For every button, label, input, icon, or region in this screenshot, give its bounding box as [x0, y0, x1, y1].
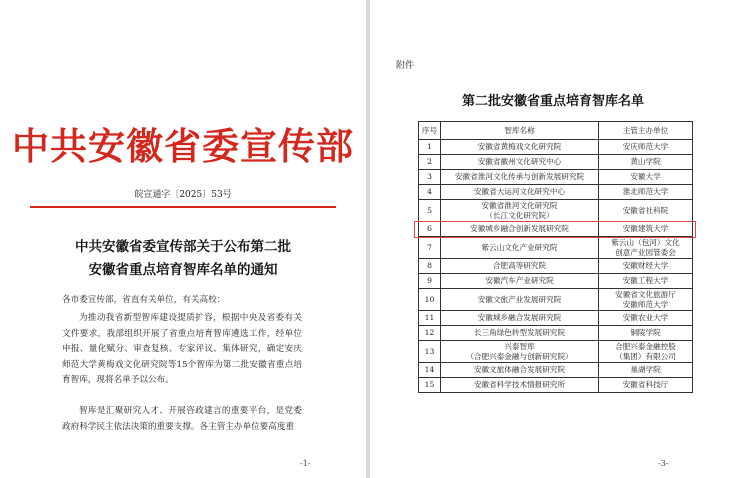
row-think-tank-name: 安徽省淮河文化传承与创新发展研究院	[441, 170, 599, 185]
attachment-label: 附件	[396, 61, 415, 71]
table-row	[419, 259, 693, 274]
table-row	[419, 274, 693, 289]
table-row	[419, 289, 693, 311]
row-supervising-unit: 紫云山（包河）文化 创意产业园管委会	[599, 237, 693, 259]
row-think-tank-name: 兴泰智库 （合肥兴泰金融与创新研究院）	[441, 341, 599, 363]
table-row	[419, 155, 693, 170]
row-supervising-unit: 安徽工程大学	[599, 274, 693, 289]
row-supervising-unit: 安徽省社科院	[599, 200, 693, 222]
row-supervising-unit: 安徽财经大学	[599, 259, 693, 274]
issuer-red-title: 中共安徽省委宣传部	[12, 125, 354, 168]
row-number: 15	[419, 378, 441, 393]
row-think-tank-name: 安徽文旅体融合发展研究院	[441, 363, 599, 378]
think-tank-table	[418, 121, 693, 393]
row-think-tank-name: 安徽文旅产业发展研究院	[441, 289, 599, 311]
row-number: 6	[419, 222, 441, 237]
row-supervising-unit: 安徽大学	[599, 170, 693, 185]
row-think-tank-name: 安徽汽车产业研究院	[441, 274, 599, 289]
notice-title-line-2: 安徽省重点培育智库名单的通知	[88, 262, 278, 278]
body-paragraph-1: 为推动我省新型智库建设提质扩容，根据中央及省委有关文件要求，我部组织开展了省重点培育智库遴选工作，经单位申报、量化赋分、审查复核、专家评议、集体研究，确定安庆师范大学黄梅戏文化研究院等15个智库为第二批安徽省重点培育智库，现将名单予以公布。	[62, 313, 302, 385]
row-think-tank-name: 安徽省徽州文化研究中心	[441, 155, 599, 170]
right-page	[370, 0, 736, 478]
table-row	[419, 311, 693, 326]
table-row	[419, 341, 693, 363]
row-number: 14	[419, 363, 441, 378]
document-number: 皖宣通字〔2025〕53号	[134, 190, 232, 200]
row-supervising-unit: 合肥兴泰金融控股 （集团）有限公司	[599, 341, 693, 363]
row-supervising-unit: 安徽省科技厅	[599, 378, 693, 393]
left-page	[0, 0, 366, 478]
salutation: 各市委宣传部，省直有关单位，有关高校：	[62, 295, 226, 305]
row-think-tank-name: 安徽省黄梅戏文化研究院	[441, 140, 599, 155]
row-think-tank-name: 安徽省大运河文化研究中心	[441, 185, 599, 200]
page-number-right: -3-	[658, 459, 669, 468]
row-number: 13	[419, 341, 441, 363]
row-think-tank-name: 安徽省科学技术情报研究所	[441, 378, 599, 393]
row-supervising-unit: 安徽省文化旅游厅 安徽师范大学	[599, 289, 693, 311]
row-supervising-unit: 淮北师范大学	[599, 185, 693, 200]
row-number: 4	[419, 185, 441, 200]
table-row	[419, 222, 693, 237]
notice-title-line-1: 中共安徽省委宣传部关于公布第二批	[75, 239, 291, 255]
table-row	[419, 378, 693, 393]
row-supervising-unit: 巢湖学院	[599, 363, 693, 378]
think-tank-table-wrap	[418, 121, 692, 393]
row-number: 9	[419, 274, 441, 289]
row-supervising-unit: 黄山学院	[599, 155, 693, 170]
row-number: 7	[419, 237, 441, 259]
table-row	[419, 237, 693, 259]
row-number: 5	[419, 200, 441, 222]
row-number: 10	[419, 289, 441, 311]
row-think-tank-name: 安徽省淮河文化研究院 （长江文化研究院）	[441, 200, 599, 222]
header-unit: 主管主办单位	[599, 122, 693, 140]
table-row	[419, 363, 693, 378]
header-name: 智库名称	[441, 122, 599, 140]
list-title: 第二批安徽省重点培育智库名单	[461, 94, 644, 109]
row-number: 1	[419, 140, 441, 155]
row-supervising-unit: 安徽农业大学	[599, 311, 693, 326]
row-number: 2	[419, 155, 441, 170]
row-number: 11	[419, 311, 441, 326]
page-number: -1-	[300, 459, 311, 468]
row-number: 3	[419, 170, 441, 185]
row-number: 12	[419, 326, 441, 341]
row-think-tank-name: 合肥高等研究院	[441, 259, 599, 274]
row-supervising-unit: 安徽建筑大学	[599, 222, 693, 237]
table-row	[419, 200, 693, 222]
table-row	[419, 326, 693, 341]
table-row	[419, 170, 693, 185]
row-supervising-unit: 铜陵学院	[599, 326, 693, 341]
header-number: 序号	[419, 122, 441, 140]
row-think-tank-name: 紫云山文化产业研究院	[441, 237, 599, 259]
table-body	[419, 140, 693, 393]
table-row	[419, 185, 693, 200]
row-number: 8	[419, 259, 441, 274]
red-divider-line	[30, 206, 336, 208]
row-think-tank-name: 安徽城乡融合发展研究院	[441, 311, 599, 326]
row-supervising-unit: 安庆师范大学	[599, 140, 693, 155]
row-think-tank-name: 长三角绿色转型发展研究院	[441, 326, 599, 341]
table-row	[419, 140, 693, 155]
notice-title	[0, 236, 366, 282]
body-paragraph-2: 智库是汇聚研究人才、开展咨政建言的重要平台，是党委政府科学民主依法决策的重要支撑。各主管主办单位要高度重	[62, 406, 302, 432]
row-think-tank-name: 安徽城乡融合创新发展研究院	[441, 222, 599, 237]
